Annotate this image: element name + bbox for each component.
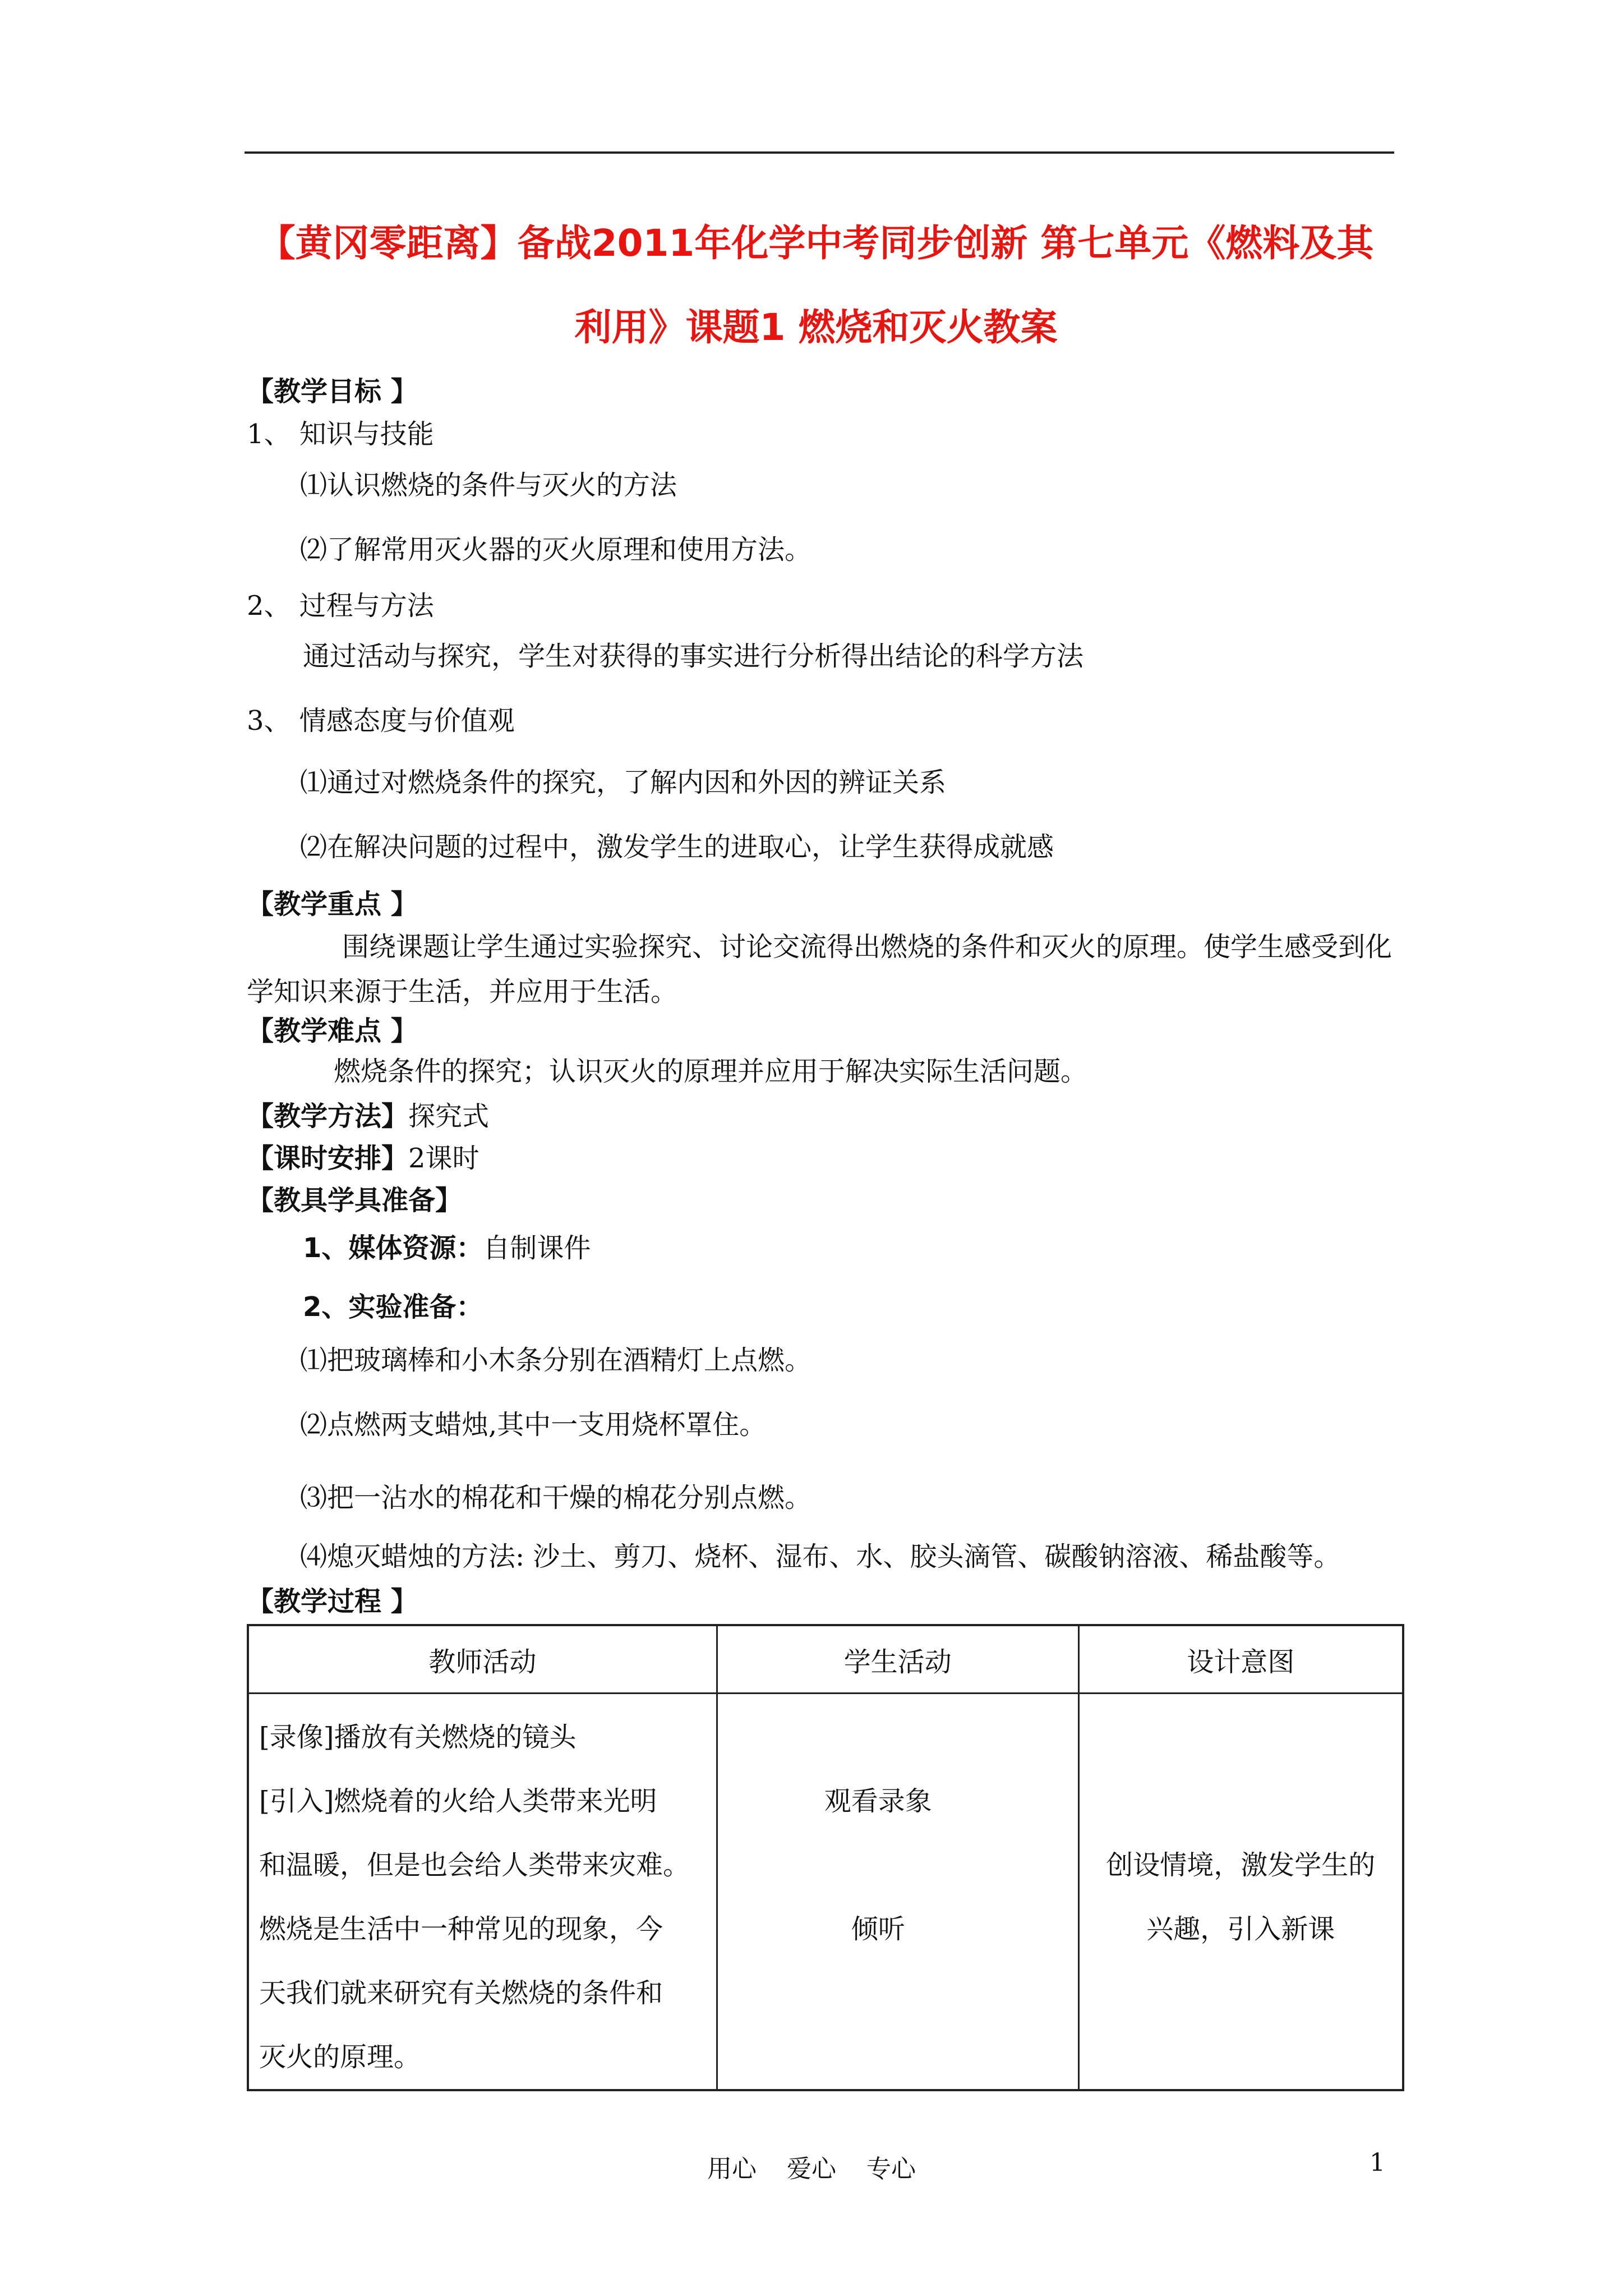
goals-emotion: 3、 情感态度与价值观 — [247, 705, 515, 737]
goals-knowledge-2: ⑵了解常用灭火器的灭火原理和使用方法。 — [300, 534, 812, 565]
student-line: 倾听 — [851, 1913, 905, 1945]
goals-knowledge-1: ⑴认识燃烧的条件与灭火的方法 — [300, 470, 677, 501]
design-intent-cell — [1078, 1694, 1403, 2091]
intent-line: 创设情境，激发学生的 — [1106, 1849, 1376, 1881]
document-title-line2: 利用》课题1 燃烧和灭火教案 — [574, 306, 1058, 349]
footer-motto: 用心 爱心 专心 — [707, 2155, 916, 2183]
teacher-line: [录像]播放有关燃烧的镜头 — [259, 1722, 577, 1753]
prep-media-text: 自制课件 — [483, 1232, 591, 1264]
student-activity-cell — [717, 1694, 1078, 2091]
intent-line-spacer — [1080, 1769, 1402, 1833]
header-rule — [245, 151, 1394, 154]
page-number: 1 — [1370, 2148, 1385, 2177]
goals-emotion-1: ⑴通过对燃烧条件的探究，了解内因和外因的辨证关系 — [300, 767, 947, 798]
teacher-line: 燃烧是生活中一种常见的现象，今 — [259, 1913, 663, 1945]
goals-process-1: 通过活动与探究，学生对获得的事实进行分析得出结论的科学方法 — [303, 641, 1084, 672]
key-points-text: 围绕课题让学生通过实验探究、讨论交流得出燃烧的条件和灭火的原理。使学生感受到化学知识来源于生活，并应用于生活。 — [247, 931, 1393, 1007]
process-table-header — [248, 1625, 1403, 1694]
prep-experiment-1: ⑴把玻璃棒和小木条分别在酒精灯上点燃。 — [300, 1345, 812, 1376]
prep-experiment-label: 2、实验准备： — [303, 1291, 483, 1323]
difficulties-text: 燃烧条件的探究；认识灭火的原理并应用于解决实际生活问题。 — [334, 1056, 1088, 1087]
student-line: 观看录象 — [824, 1786, 932, 1817]
teacher-line: 和温暖，但是也会给人类带来灾难。 — [259, 1849, 690, 1881]
intent-line: 兴趣，引入新课 — [1146, 1913, 1335, 1945]
method-heading: 【教学方法】 — [247, 1101, 409, 1132]
schedule-text: 2课时 — [408, 1143, 479, 1174]
goals-emotion-2: ⑵在解决问题的过程中，激发学生的进取心，让学生获得成就感 — [300, 831, 1054, 863]
key-points-heading: 【教学重点 】 — [247, 889, 418, 920]
process-heading: 【教学过程 】 — [247, 1586, 418, 1617]
prep-experiment-2: ⑵点燃两支蜡烛,其中一支用烧杯罩住。 — [300, 1409, 767, 1441]
goals-process: 2、 过程与方法 — [247, 590, 434, 622]
process-table — [247, 1624, 1404, 2091]
method-line — [247, 1099, 489, 1133]
table-row — [248, 1694, 1403, 2091]
document-title-line1: 【黄冈零距离】备战2011年化学中考同步创新 第七单元《燃料及其 — [258, 222, 1374, 265]
prep-experiment-3: ⑶把一沾水的棉花和干燥的棉花分别点燃。 — [300, 1482, 812, 1513]
prep-heading: 【教具学具准备】 — [247, 1185, 463, 1216]
teacher-line: 天我们就来研究有关燃烧的条件和 — [259, 1977, 663, 2009]
prep-media-line — [303, 1231, 591, 1265]
difficulties-heading: 【教学难点 】 — [247, 1015, 418, 1047]
column-header-teacher: 教师活动 — [248, 1625, 717, 1694]
schedule-heading: 【课时安排】 — [247, 1143, 409, 1174]
prep-experiment-4: ⑷熄灭蜡烛的方法: 沙土、剪刀、烧杯、湿布、水、胶头滴管、碳酸钠溶液、稀盐酸等。 — [300, 1541, 1341, 1572]
teacher-activity-cell — [248, 1694, 717, 2091]
method-text: 探究式 — [408, 1101, 490, 1132]
goals-heading: 【教学目标 】 — [247, 376, 418, 407]
teacher-line: [引入]燃烧着的火给人类带来光明 — [259, 1786, 657, 1817]
goals-knowledge: 1、 知识与技能 — [247, 418, 434, 450]
prep-media-label: 1、媒体资源： — [303, 1232, 483, 1264]
column-header-student: 学生活动 — [717, 1625, 1078, 1694]
schedule-line — [247, 1142, 479, 1175]
teacher-line: 灭火的原理。 — [259, 2041, 421, 2073]
column-header-intent: 设计意图 — [1078, 1625, 1403, 1694]
student-line-spacer — [718, 1833, 1039, 1897]
